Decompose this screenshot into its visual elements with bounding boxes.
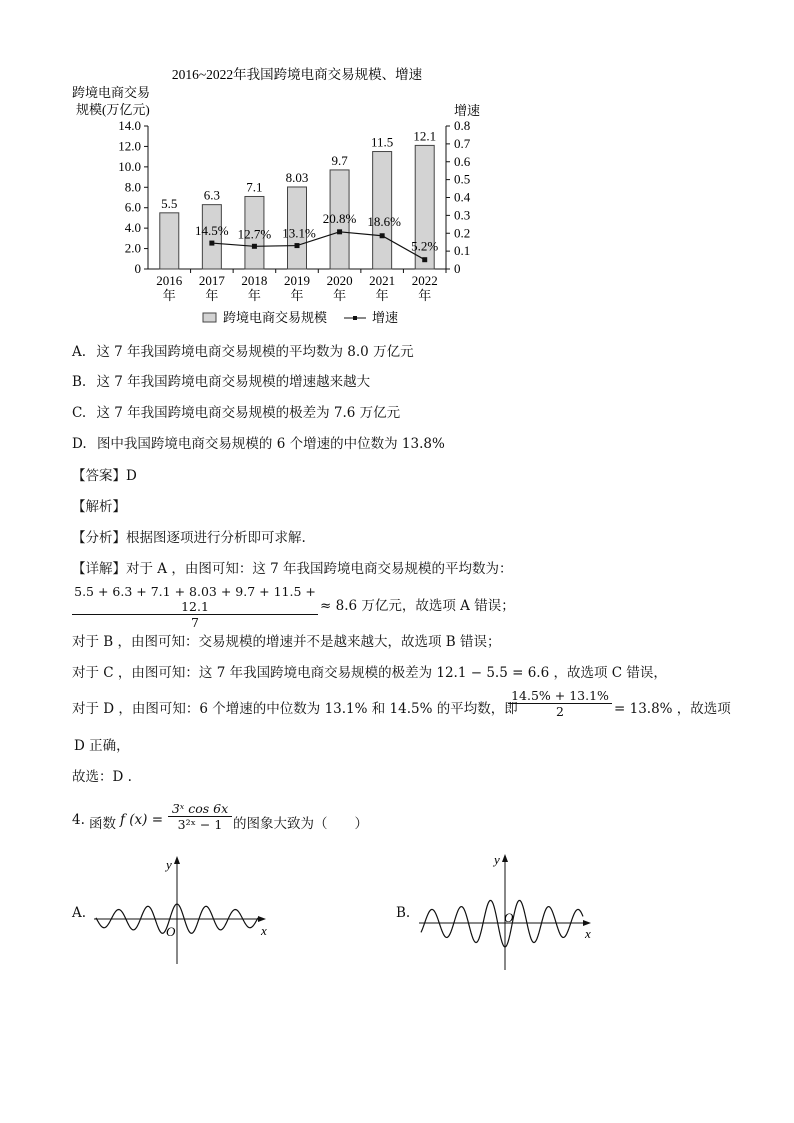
q4a-x-label: x [261, 923, 267, 938]
q4-option-b-label[interactable]: B. [396, 905, 411, 921]
option-a-text: 这 7 年我国跨境电商交易规模的平均数为 8.0 万亿元 [96, 344, 414, 360]
growth-value-label: 5.2% [411, 238, 439, 254]
x-tick-label: 2017 [198, 273, 225, 288]
growth-point [337, 229, 342, 234]
growth-point [380, 233, 385, 238]
left-tick-label: 4.0 [124, 220, 141, 236]
q4b-origin: O [504, 910, 514, 925]
q4-lead: 函数 [89, 816, 116, 832]
q4b-x-label: x [585, 926, 591, 941]
x-tick-label: 2018 [241, 273, 268, 288]
q4b-y-arrow [502, 854, 508, 862]
answer-line [72, 464, 137, 484]
x-tick-label: 2021 [369, 273, 396, 288]
detail-b-line: 对于 B ，由图可知：交易规模的增速并不是越来越大，故选项 B 错误； [72, 634, 501, 650]
bar [160, 213, 179, 269]
fraction-a [72, 584, 318, 630]
fraction-d [508, 688, 612, 719]
q4a-y-arrow [174, 856, 180, 864]
detail-a-intro-text: 对于 A ，由图可知：这 7 年我国跨境电商交易规模的平均数为： [126, 561, 513, 577]
right-tick-label: 0.3 [454, 207, 471, 223]
q4b-y-label: y [494, 852, 500, 867]
choose-line: 故选：D . [72, 769, 132, 785]
growth-point [209, 241, 214, 246]
bar-value-label: 12.1 [413, 128, 437, 144]
q4a-origin: O [166, 924, 176, 939]
right-tick-label: 0.7 [454, 135, 471, 151]
q4b-curve [421, 900, 583, 947]
option-d-text: 图中我国跨境电商交易规模的 6 个增速的中位数为 13.8% [96, 436, 445, 452]
bar-value-label: 9.7 [331, 152, 348, 168]
detail-a-intro [72, 557, 513, 577]
q4-numerator: 3ˣ cos 6x [168, 801, 232, 817]
x-tick-suffix: 年 [247, 288, 261, 303]
detail-d-cont: D 正确， [74, 738, 130, 754]
left-axis-label-line1: 跨境电商交易 [72, 85, 151, 100]
left-tick-label: 6.0 [124, 199, 141, 215]
legend-bar-swatch [203, 313, 216, 322]
left-axis-label-line2: 规模(万亿元) [76, 102, 150, 117]
answer-value: D [126, 468, 137, 484]
option-b-text: 这 7 年我国跨境电商交易规模的增速越来越大 [96, 374, 371, 390]
growth-point [252, 244, 257, 249]
option-b [72, 370, 370, 390]
q4-fraction [168, 801, 232, 832]
option-c-text: 这 7 年我国跨境电商交易规模的极差为 7.6 万亿元 [96, 405, 401, 421]
x-tick-suffix: 年 [290, 288, 304, 303]
detail-label: 【详解】 [72, 561, 126, 577]
x-tick-suffix: 年 [375, 288, 389, 303]
fenxi-text: 根据图逐项进行分析即可求解. [126, 530, 306, 546]
right-tick-label: 0.4 [454, 189, 471, 205]
growth-point [422, 257, 427, 262]
growth-value-label: 18.6% [367, 213, 401, 229]
fraction-a-denominator: 7 [191, 615, 199, 630]
right-axis-label: 增速 [454, 103, 481, 118]
bar-value-label: 6.3 [203, 187, 220, 203]
growth-point [295, 243, 300, 248]
detail-d-tail: = 13.8% ，故选项 [614, 701, 731, 717]
bar-value-label: 11.5 [371, 134, 394, 150]
left-tick-label: 2.0 [124, 240, 141, 256]
left-tick-label: 0 [134, 261, 141, 276]
x-tick-label: 2022 [411, 273, 438, 288]
answer-label: 【答案】 [72, 468, 126, 484]
option-d [72, 432, 445, 452]
chart [0, 0, 794, 340]
left-tick-label: 14.0 [118, 118, 141, 133]
right-tick-label: 0.8 [454, 118, 471, 133]
growth-value-label: 13.1% [282, 225, 316, 241]
q4-func: f (x) = [120, 812, 164, 828]
q4-denominator: 3²ˣ − 1 [177, 817, 223, 832]
q4-number: 4. [72, 812, 85, 828]
x-tick-suffix: 年 [162, 288, 176, 303]
option-a-letter: A. [72, 344, 87, 360]
growth-value-label: 12.7% [237, 226, 272, 242]
bar-value-label: 8.03 [285, 169, 309, 185]
x-tick-label: 2016 [156, 273, 183, 288]
q4a-y-label: y [166, 857, 172, 872]
growth-value-label: 14.5% [195, 223, 229, 239]
option-c [72, 401, 400, 421]
q4-option-a-label[interactable]: A. [72, 905, 87, 921]
right-tick-label: 0.5 [454, 171, 471, 187]
x-tick-label: 2019 [284, 273, 310, 288]
left-tick-label: 10.0 [118, 158, 141, 174]
left-tick-label: 12.0 [118, 138, 141, 154]
bar-value-label: 5.5 [161, 195, 178, 211]
detail-c-line: 对于 C ，由图可知：这 7 年我国跨境电商交易规模的极差为 12.1 − 5.5 = 6.6 ，故选项 C 错误， [72, 665, 667, 681]
growth-value-label: 20.8% [322, 210, 357, 226]
x-tick-label: 2020 [326, 273, 353, 288]
legend-line-label: 增速 [372, 310, 399, 325]
legend-bar-label: 跨境电商交易规模 [223, 310, 328, 325]
fraction-d-denominator: 2 [556, 704, 564, 719]
fenxi-line [72, 526, 306, 546]
option-b-letter: B. [72, 374, 87, 390]
chart-title: 2016~2022年我国跨境电商交易规模、增速 [171, 67, 423, 82]
legend [203, 310, 398, 325]
jiexi-label: 【解析】 [72, 499, 126, 515]
q4-option-a-graph[interactable] [90, 850, 280, 970]
option-a [72, 340, 414, 360]
legend-line-marker [353, 316, 357, 320]
right-tick-label: 0.6 [454, 153, 471, 169]
bar-value-label: 7.1 [246, 179, 263, 195]
x-tick-suffix: 年 [205, 288, 219, 303]
fraction-d-numerator: 14.5% + 13.1% [508, 688, 612, 704]
option-c-letter: C. [72, 405, 87, 421]
option-d-letter: D. [72, 436, 87, 452]
x-tick-suffix: 年 [333, 288, 347, 303]
left-tick-label: 8.0 [124, 179, 141, 195]
fraction-a-numerator: 5.5 + 6.3 + 7.1 + 8.03 + 9.7 + 11.5 + 12.1 [72, 584, 318, 615]
fenxi-label: 【分析】 [72, 530, 126, 546]
detail-d-intro: 对于 D ，由图可知：6 个增速的中位数为 13.1% 和 14.5% 的平均数，即 [72, 701, 518, 717]
detail-a-tail: ≈ 8.6 万亿元，故选项 A 错误； [320, 598, 515, 614]
q4-option-b-graph[interactable] [415, 848, 605, 974]
x-tick-suffix: 年 [418, 288, 432, 303]
q4a-x-arrow [258, 916, 266, 922]
right-tick-label: 0 [454, 261, 461, 276]
q4-tail: 的图象大致为（ ） [233, 816, 368, 832]
right-tick-label: 0.1 [454, 243, 471, 259]
right-tick-label: 0.2 [454, 225, 471, 241]
bar [373, 152, 392, 269]
